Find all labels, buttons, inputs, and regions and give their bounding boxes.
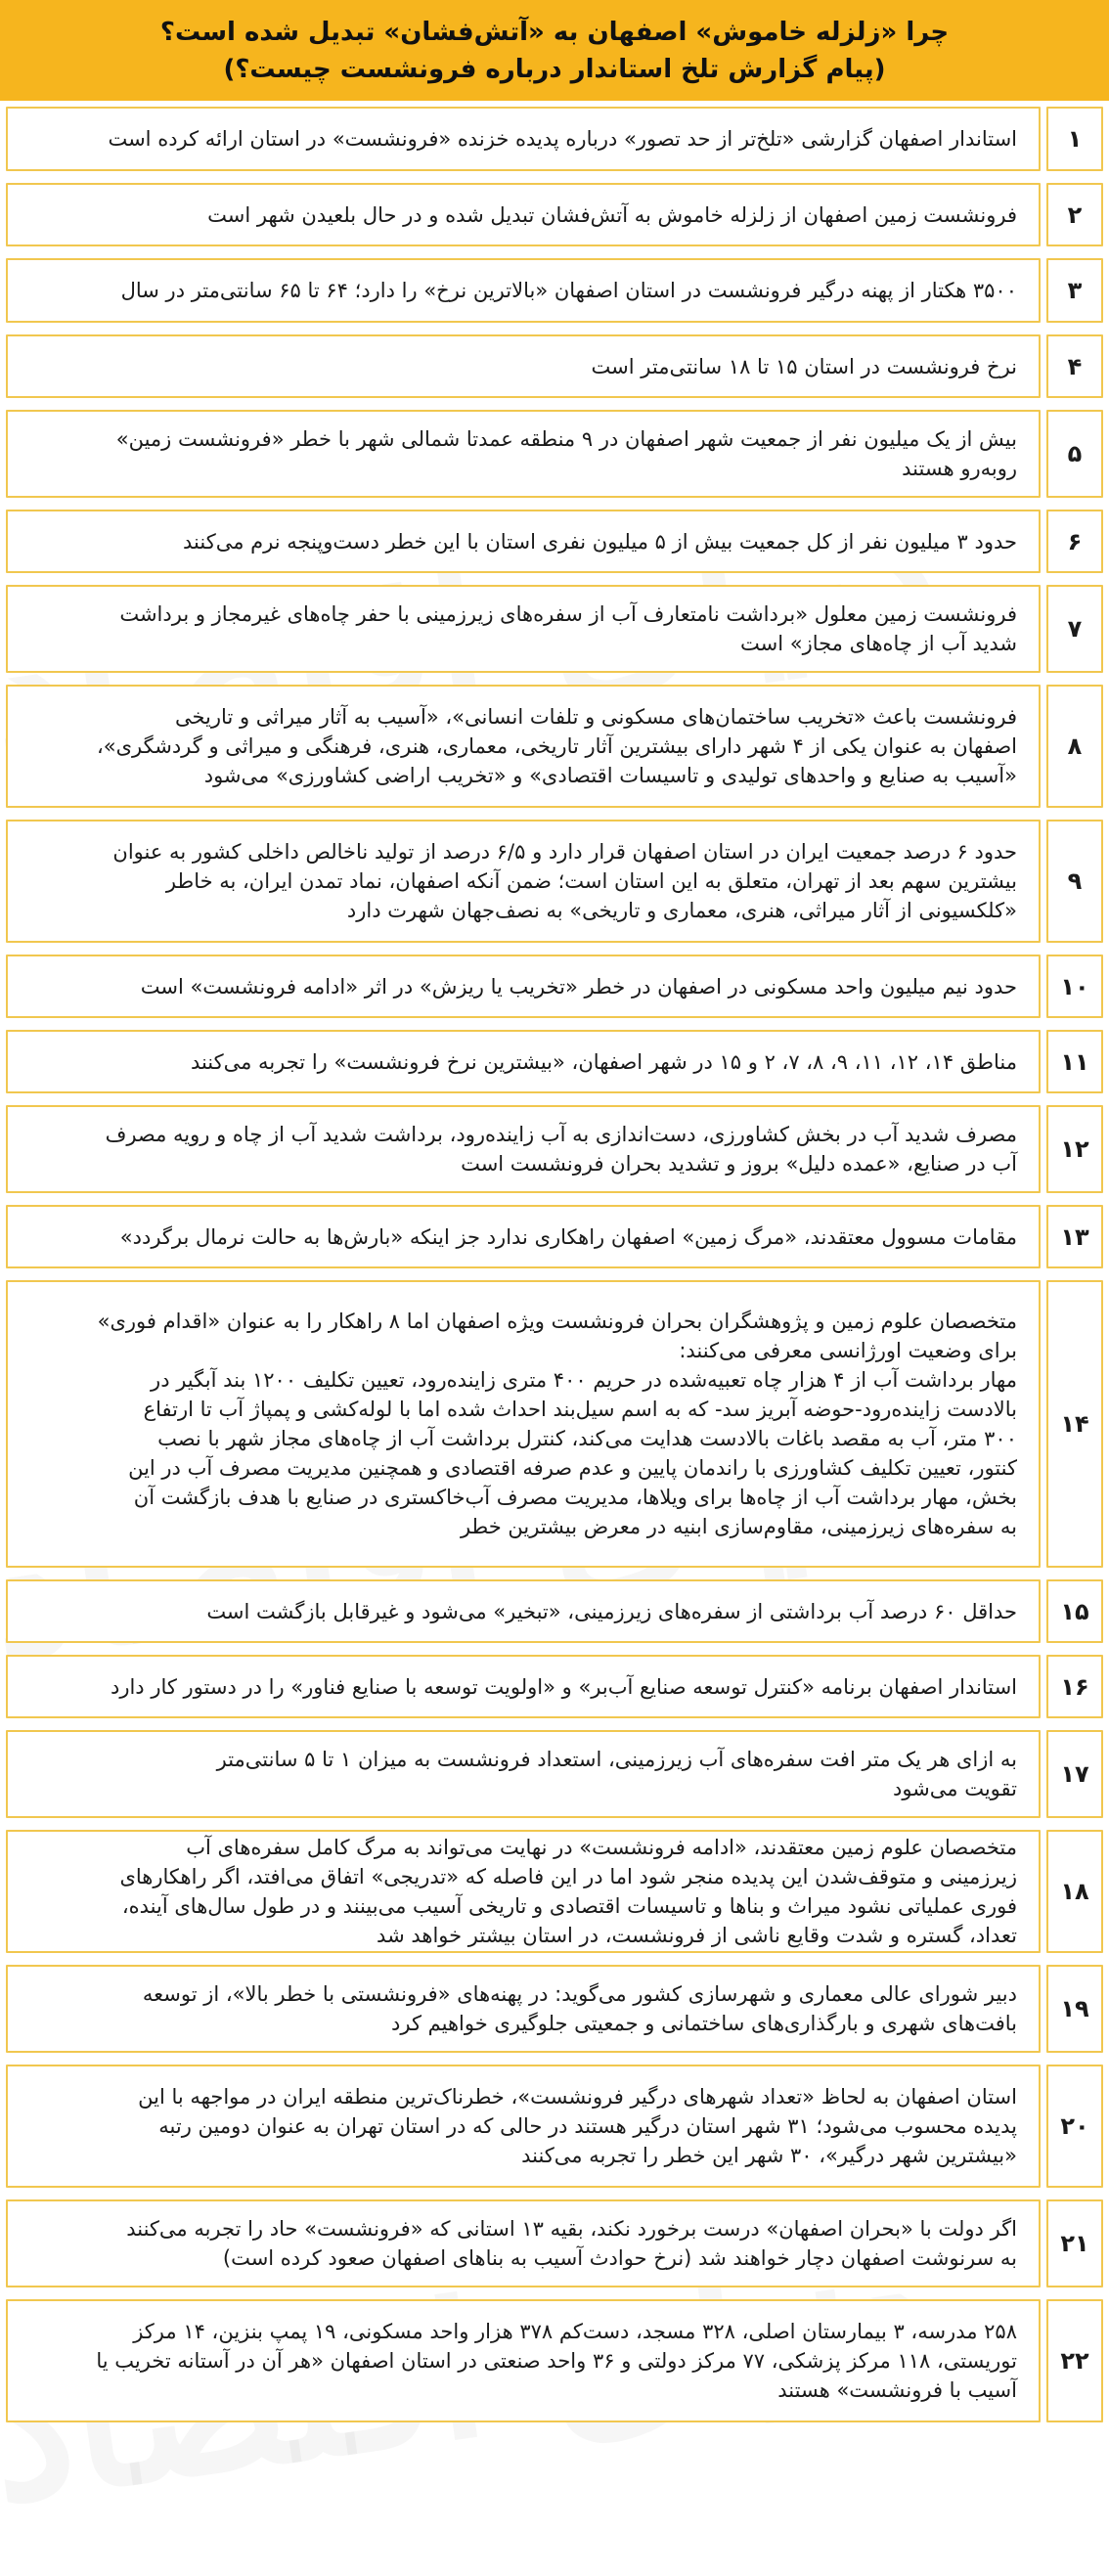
row-text-line: روبه‌رو هستند xyxy=(902,457,1017,480)
row-text xyxy=(6,955,1041,1018)
row-number: ۴ xyxy=(1046,334,1103,398)
table-row xyxy=(0,504,1109,579)
row-text-line: بیش از یک میلیون نفر از جمعیت شهر اصفهان در ۹ منطقه عمدتا شمالی شهر با خطر «فرونشست زمین» xyxy=(115,427,1017,451)
row-text xyxy=(6,334,1041,398)
title-line-1: چرا «زلزله خاموش» اصفهان به «آتش‌فشان» تبدیل شده است؟ xyxy=(159,17,950,47)
row-number: ۱۰ xyxy=(1046,955,1103,1018)
row-number: ۱ xyxy=(1046,107,1103,171)
row-text-line: آب در صنایع، «عمده دلیل» بروز و تشدید بحران فرونشست است xyxy=(461,1152,1017,1176)
row-number: ۱۸ xyxy=(1046,1830,1103,1953)
row-text-line: پدیده محسوب می‌شود؛ ۳۱ شهر استان درگیر هستند در حالی که در استان تهران به عنوان دومین رتبه xyxy=(158,2114,1017,2138)
row-text xyxy=(6,2199,1041,2287)
table-row xyxy=(0,329,1109,404)
row-text-line: فرونشست باعث «تخریب ساختمان‌های مسکونی و تلفات انسانی»، «آسیب به آثار میراثی و تاریخی xyxy=(175,705,1017,729)
row-number: ۲۰ xyxy=(1046,2065,1103,2188)
row-text xyxy=(6,2065,1041,2188)
row-text-line: آسیب با فرونشست» هستند xyxy=(777,2378,1017,2402)
row-text-line: به سفره‌های زیرزمینی، مقاوم‌سازی ابنیه در معرض بیشترین خطر xyxy=(460,1515,1017,1538)
row-number: ۱۱ xyxy=(1046,1030,1103,1093)
row-text xyxy=(6,1030,1041,1093)
page-title xyxy=(0,0,1109,101)
row-text-line: فرونشست زمین اصفهان از زلزله خاموش به آتش‌فشان تبدیل شده و در حال بلعیدن شهر است xyxy=(207,202,1017,227)
row-number: ۱۵ xyxy=(1046,1579,1103,1643)
row-text xyxy=(6,820,1041,943)
row-text-line: توریستی، ۱۱۸ مرکز پزشکی، ۷۷ مرکز دولتی و ۳۶ واحد صنعتی در استان اصفهان «هر آن در آستانه تخریب یا xyxy=(96,2349,1017,2373)
row-text xyxy=(6,685,1041,808)
row-text-line: به سرنوشت اصفهان دچار خواهند شد (نرخ حوادث آسیب به بناهای اصفهان صعود کرده است) xyxy=(222,2246,1017,2270)
row-text xyxy=(6,2299,1041,2422)
row-text-line: بیشترین سهم بعد از تهران، متعلق به این استان است؛ ضمن آنکه اصفهان، نماد تمدن ایران، به خاطر xyxy=(165,869,1017,893)
row-text-line: فرونشست زمین معلول «برداشت نامتعارف آب از سفره‌های زیرزمینی با حفر چاه‌های غیرمجاز و برداشت xyxy=(119,602,1017,626)
row-text-line: مصرف شدید آب در بخش کشاورزی، دست‌اندازی به آب زاینده‌رود، برداشت شدید آب از چاه و رویه مصرف xyxy=(105,1123,1017,1146)
row-number: ۱۳ xyxy=(1046,1205,1103,1268)
row-text xyxy=(6,410,1041,498)
row-text-line: شدید آب از چاه‌های مجاز» است xyxy=(740,632,1017,655)
table-row xyxy=(0,1274,1109,1574)
row-text-line: کنتور، تعیین تکلیف کشاورزی با راندمان پایین و عدم صرفه اقتصادی و همچنین مدیریت مصرف آب در این xyxy=(128,1456,1017,1480)
row-number: ۱۶ xyxy=(1046,1655,1103,1718)
row-text xyxy=(6,1965,1041,2053)
table-row xyxy=(0,579,1109,679)
row-text-line: متخصصان علوم زمین و پژوهشگران بحران فرونشست ویژه اصفهان اما ۸ راهکار را به عنوان «اقدام فوری» xyxy=(97,1310,1017,1333)
row-text-line: مقامات مسوول معتقدند، «مرگ زمین» اصفهان راهکاری ندارد جز اینکه «بارش‌ها به حالت نرمال برگردد» xyxy=(119,1224,1017,1249)
row-number: ۲۱ xyxy=(1046,2199,1103,2287)
row-text-line: اصفهان به عنوان یکی از ۴ شهر دارای بیشترین آثار تاریخی، معماری، هنری، فرهنگی و میراثی و گردشگری»، xyxy=(96,734,1017,758)
row-text xyxy=(6,1655,1041,1718)
row-text-line: تقویت می‌شود xyxy=(892,1777,1017,1800)
row-text xyxy=(6,107,1041,171)
table-row xyxy=(0,1574,1109,1649)
row-text-line: «کلکسیونی از آثار میراثی، هنری، معماری و تاریخی» به نصف‌جهان شهرت دارد xyxy=(346,899,1017,922)
row-text-line: فوری عملیاتی نشود میراث و بناها و تاسیسات اقتصادی و تاریخی آسیب می‌بینند و در طول سال‌های آینده، xyxy=(121,1894,1017,1918)
row-text-line: «آسیب به صنایع و واحدهای تولیدی و تاسیسات اقتصادی» و «تخریب اراضی کشاورزی» می‌شود xyxy=(203,764,1017,787)
table-row xyxy=(0,2194,1109,2293)
table-row xyxy=(0,2059,1109,2194)
row-text-line: دبیر شورای عالی معماری و شهرسازی کشور می‌گوید: در پهنه‌های «فرونشستی با خطر بالا»، از توسعه xyxy=(142,1982,1017,2006)
row-number: ۳ xyxy=(1046,258,1103,323)
table-row xyxy=(0,1824,1109,1959)
row-text xyxy=(6,1830,1041,1953)
row-text-line: بافت‌های شهری و بارگذاری‌های ساختمانی و جمعیتی جلوگیری خواهیم کرد xyxy=(391,2012,1017,2035)
table-row xyxy=(0,1959,1109,2059)
row-number: ۱۲ xyxy=(1046,1105,1103,1193)
row-text xyxy=(6,510,1041,573)
row-text-line: ۲۵۸ مدرسه، ۳ بیمارستان اصلی، ۳۲۸ مسجد، دست‌کم ۳۷۸ هزار واحد مسکونی، ۱۹ پمپ بنزین، ۱۴ مرکز xyxy=(133,2320,1017,2343)
row-text-line: بخش، مهار برداشت آب از چاه‌ها برای ویلاها، مدیریت مصرف آب‌خاکستری در صنایع با هدف بازگشت آن xyxy=(133,1486,1017,1509)
row-text xyxy=(6,1730,1041,1818)
row-text-line: تعداد، گستره و شدت وقایع ناشی از فرونشست، در استان بیشتر خواهد شد xyxy=(377,1924,1017,1947)
facts-table xyxy=(0,101,1109,2576)
row-text-line: برای وضعیت اورژانسی معرفی می‌کنند: xyxy=(679,1339,1017,1362)
table-row xyxy=(0,1649,1109,1724)
table-row xyxy=(0,1024,1109,1099)
table-row xyxy=(0,949,1109,1024)
table-row xyxy=(0,1099,1109,1199)
table-row xyxy=(0,101,1109,177)
row-text-line: حدود ۳ میلیون نفر از کل جمعیت بیش از ۵ میلیون نفری استان با این خطر دست‌وپنجه نرم می‌کنند xyxy=(183,529,1017,554)
table-row xyxy=(0,177,1109,252)
row-text-line: اگر دولت با «بحران اصفهان» درست برخورد نکند، بقیه ۱۳ استانی که «فرونشست» حاد را تجربه می‌کنند xyxy=(126,2217,1017,2241)
row-text-line: مناطق ۱۴، ۱۲، ۱۱، ۹، ۸، ۷، ۲ و ۱۵ در شهر اصفهان، «بیشترین نرخ فرونشست» را تجربه می‌کنند xyxy=(190,1049,1017,1074)
row-number: ۱۴ xyxy=(1046,1280,1103,1568)
row-number: ۱۷ xyxy=(1046,1730,1103,1818)
table-row xyxy=(0,679,1109,814)
row-text-line: حدود ۶ درصد جمعیت ایران در استان اصفهان قرار دارد و ۶/۵ درصد از تولید ناخالص داخلی کشور به عنوان xyxy=(112,840,1017,864)
title-line-2: (پیام گزارش تلخ استاندار درباره فرونشست چیست؟) xyxy=(223,54,886,84)
row-text-line: حدود نیم میلیون واحد مسکونی در اصفهان در خطر «تخریب یا ریزش» در اثر «ادامه فرونشست» است xyxy=(140,974,1017,999)
row-number: ۵ xyxy=(1046,410,1103,498)
row-text-line: حداقل ۶۰ درصد آب برداشتی از سفره‌های زیرزمینی، «تبخیر» می‌شود و غیرقابل بازگشت است xyxy=(206,1599,1017,1623)
row-text xyxy=(6,183,1041,246)
row-text-line: نرخ فرونشست در استان ۱۵ تا ۱۸ سانتی‌متر است xyxy=(591,354,1017,378)
row-text-line: به ازای هر یک متر افت سفره‌های آب زیرزمینی، استعداد فرونشست به میزان ۱ تا ۵ سانتی‌متر xyxy=(216,1748,1017,1771)
row-number: ۷ xyxy=(1046,585,1103,673)
row-text-line: «بیشترین شهر درگیر»، ۳۰ شهر این خطر را تجربه می‌کنند xyxy=(521,2144,1017,2167)
row-text-line: استاندار اصفهان گزارشی «تلخ‌تر از حد تصور» درباره پدیده خزنده «فرونشست» در استان ارائه کرده است xyxy=(108,127,1017,151)
row-text-line: زیرزمینی و متوقف‌شدن این پدیده منجر شود اما در این فاصله که «تدریجی» اتفاق می‌افتد، اگر راهکارهای xyxy=(119,1865,1017,1888)
table-row xyxy=(0,1199,1109,1274)
row-text xyxy=(6,1105,1041,1193)
row-number: ۸ xyxy=(1046,685,1103,808)
row-text-line: استاندار اصفهان برنامه «کنترل توسعه صنایع آب‌بر» و «اولویت توسعه با صنایع فناور» را در دستور کار دارد xyxy=(110,1674,1017,1699)
table-row xyxy=(0,814,1109,949)
table-row xyxy=(0,252,1109,329)
row-text-line: بالادست زاینده‌رود-حوضه آبریز سد- که به اسم سیل‌بند احداث شده اما با لوله‌کشی و پمپاژ آب تا ارتفاع xyxy=(143,1398,1017,1421)
row-text xyxy=(6,258,1041,323)
row-text xyxy=(6,1280,1041,1568)
row-text xyxy=(6,1205,1041,1268)
row-text-line: مهار برداشت آب از ۴ هزار چاه تعبیه‌شده در حریم ۴۰۰ متری زاینده‌رود، تعیین تکلیف ۱۲۰۰ بند آبگیر در xyxy=(151,1368,1017,1392)
row-text xyxy=(6,585,1041,673)
row-text xyxy=(6,1579,1041,1643)
row-text-line: استان اصفهان به لحاظ «تعداد شهرهای درگیر فرونشست»، خطرناک‌ترین منطقه ایران در مواجهه با این xyxy=(138,2085,1017,2109)
row-number: ۹ xyxy=(1046,820,1103,943)
row-number: ۱۹ xyxy=(1046,1965,1103,2053)
row-text-line: متخصصان علوم زمین معتقدند، «ادامه فرونشست» در نهایت می‌تواند به مرگ کامل سفره‌های آب xyxy=(186,1836,1017,1859)
table-row xyxy=(0,404,1109,504)
row-number: ۲ xyxy=(1046,183,1103,246)
row-number: ۶ xyxy=(1046,510,1103,573)
table-row xyxy=(0,2293,1109,2428)
table-row xyxy=(0,1724,1109,1824)
row-text-line: ۳۰۰ متر، آب به مقصد باغات بالادست هدایت می‌کند، کنترل برداشت آب از چاه‌های مجاز شهر با نصب xyxy=(157,1427,1017,1450)
row-text-line: ۳۵۰۰ هکتار از پهنه درگیر فرونشست در استان اصفهان «بالاترین نرخ» را دارد؛ ۶۴ تا ۶۵ سانتی‌متر در سال xyxy=(120,279,1017,302)
row-number: ۲۲ xyxy=(1046,2299,1103,2422)
